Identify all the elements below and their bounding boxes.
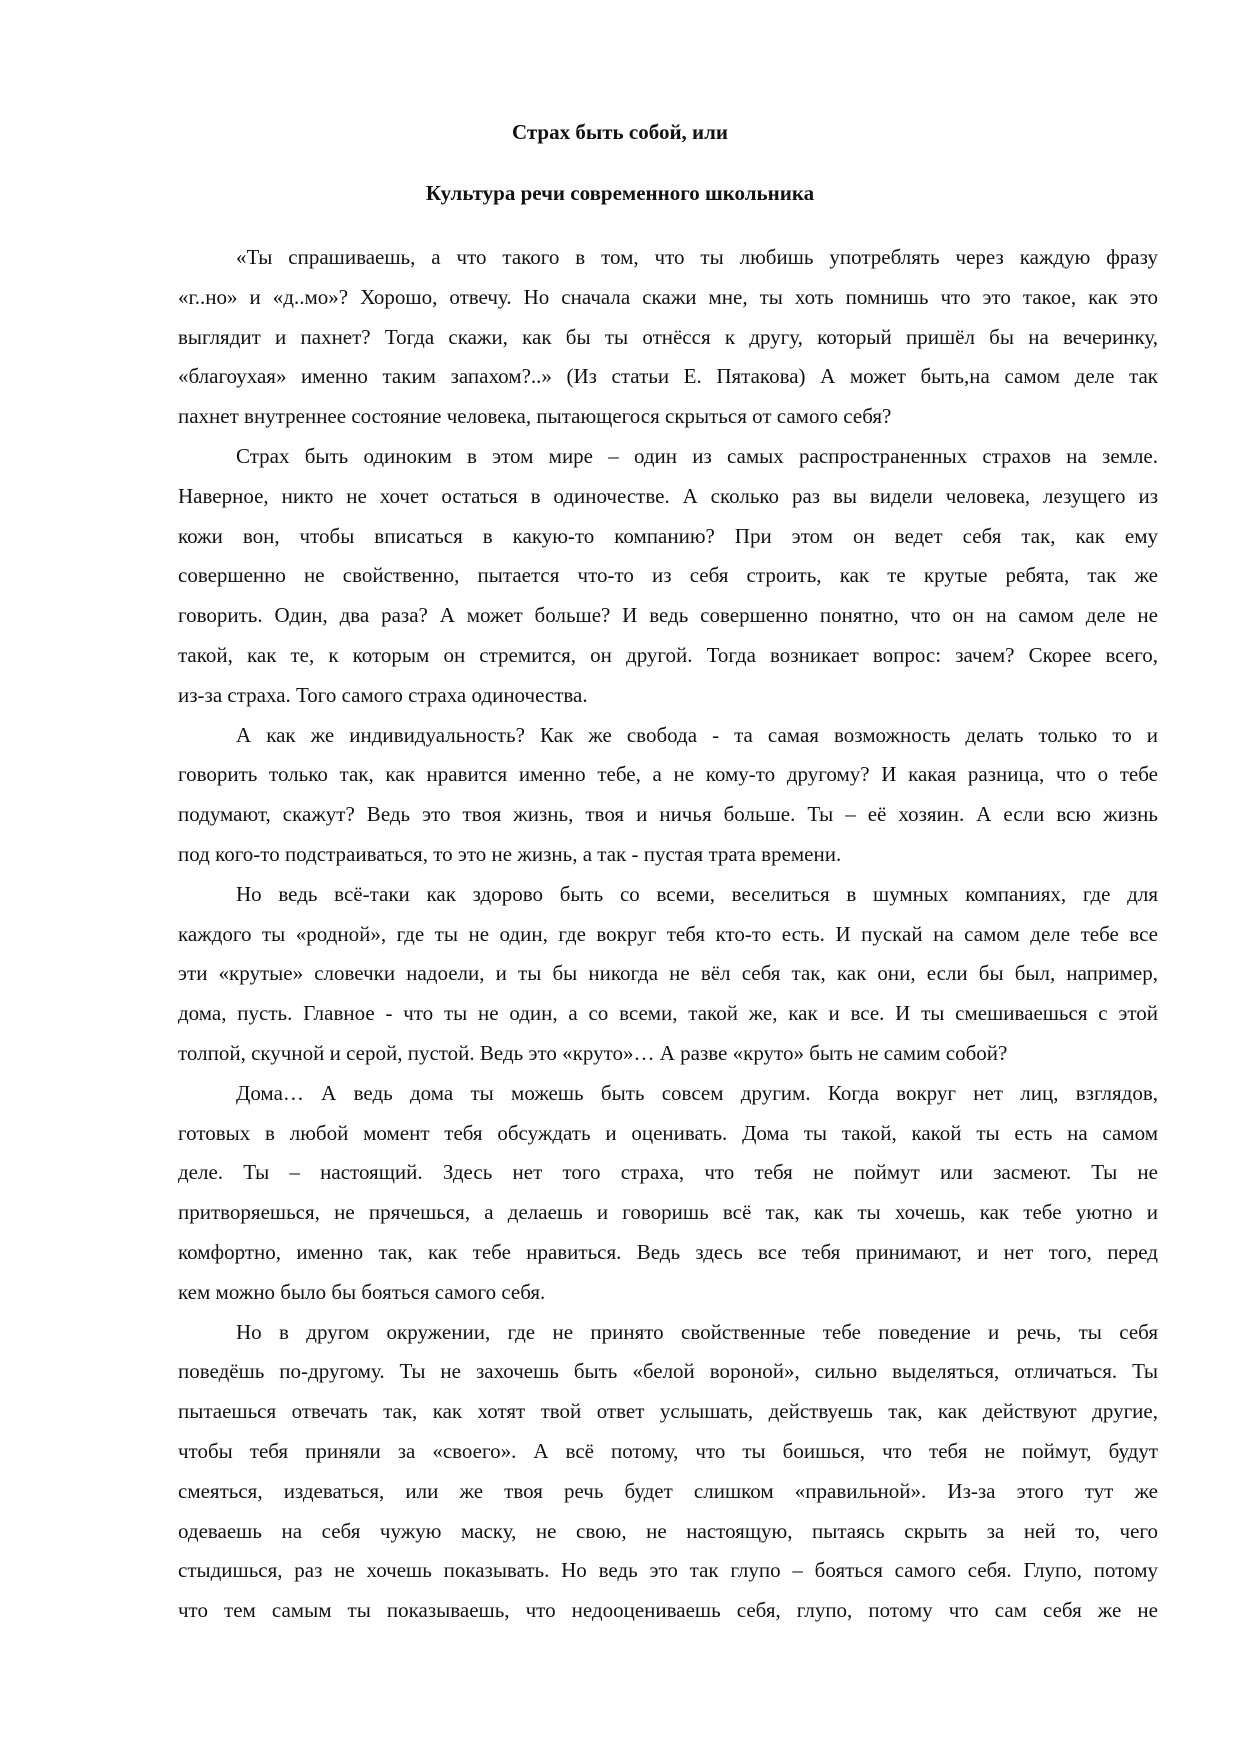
text-line: А как же индивидуальность? Как же свобода - та самая возможность делать только то и — [236, 722, 1158, 747]
text-line: говорить только так, как нравится именно тебе, а не кому-то другому? И какая разница, что о тебе — [178, 762, 1158, 787]
paragraph — [178, 716, 1158, 875]
text-line: притворяешься, не прячешься, а делаешь и говоришь всё так, как ты хочешь, как тебе уютно и — [178, 1200, 1158, 1225]
paragraph — [178, 875, 1158, 1074]
paragraph — [178, 238, 1158, 437]
text-line: комфортно, именно так, как тебе нравиться. Ведь здесь все тебя принимают, и нет того, перед — [178, 1239, 1158, 1264]
document-subtitle: Культура речи современного школьника — [425, 181, 815, 205]
text-line: «г..но» и «д..мо»? Хорошо, отвечу. Но сначала скажи мне, ты хоть помнишь что это такое, как это — [178, 284, 1158, 309]
text-line: готовых в любой момент тебя обсуждать и оценивать. Дома ты такой, какой ты есть на самом — [178, 1120, 1158, 1145]
text-line: Но в другом окружении, где не принято свойственные тебе поведение и речь, ты себя — [236, 1319, 1158, 1344]
text-line: Дома… А ведь дома ты можешь быть совсем другим. Когда вокруг нет лиц, взглядов, — [236, 1080, 1158, 1105]
text-line: смеяться, издеваться, или же твоя речь будет слишком «правильной». Из-за этого тут же — [178, 1478, 1158, 1503]
text-line: пытаешься отвечать так, как хотят твой ответ услышать, действуешь так, как действуют другие, — [178, 1399, 1158, 1424]
text-line: выглядит и пахнет? Тогда скажи, как бы ты отнёсся к другу, который пришёл бы на вечеринку, — [178, 324, 1158, 349]
text-line: деле. Ты – настоящий. Здесь нет того страха, что тебя не поймут или засмеют. Ты не — [178, 1160, 1158, 1185]
text-line: подумают, скажут? Ведь это твоя жизнь, твоя и ничья больше. Ты – её хозяин. А если всю жизнь — [178, 802, 1158, 827]
paragraph — [178, 1074, 1158, 1313]
text-line: толпой, скучной и серой, пустой. Ведь это «круто»… А разве «круто» быть не самим собой? — [178, 1040, 1008, 1065]
text-line: из-за страха. Того самого страха одиночества. — [178, 682, 588, 707]
text-line: эти «крутые» словечки надоели, и ты бы никогда не вёл себя так, как они, если бы был, например, — [178, 961, 1158, 986]
text-line: Но ведь всё-таки как здорово быть со всеми, веселиться в шумных компаниях, где для — [236, 881, 1158, 906]
text-line: под кого-то подстраиваться, то это не жизнь, а так - пустая трата времени. — [178, 841, 842, 866]
paragraph — [178, 437, 1158, 716]
text-line: Наверное, никто не хочет остаться в одиночестве. А сколько раз вы видели человека, лезущего из — [178, 483, 1158, 508]
text-line: Страх быть одиноким в этом мире – один из самых распространенных страхов на земле. — [236, 443, 1158, 468]
text-line: такой, как те, к которым он стремится, он другой. Тогда возникает вопрос: зачем? Скорее всего, — [178, 642, 1158, 667]
text-line: дома, пусть. Главное - что ты не один, а со всеми, такой же, как и все. И ты смешиваешься с этой — [178, 1001, 1158, 1026]
text-line: «Ты спрашиваешь, а что такого в том, что ты любишь употреблять через каждую фразу — [236, 245, 1158, 269]
document-body — [178, 238, 1158, 1631]
paragraph — [178, 1313, 1158, 1631]
text-line: совершенно не свойственно, пытается что-то из себя строить, как те крутые ребята, так же — [178, 563, 1158, 588]
text-line: кожи вон, чтобы вписаться в какую-то компанию? При этом он ведет себя так, как ему — [178, 523, 1158, 548]
text-line: что тем самым ты показываешь, что недооцениваешь себя, глупо, потому что сам себя же не — [178, 1598, 1158, 1623]
text-line: говорить. Один, два раза? А может больше? И ведь совершенно понятно, что он на самом деле не — [178, 603, 1158, 628]
text-line: кем можно было бы бояться самого себя. — [178, 1279, 546, 1304]
text-line: пахнет внутреннее состояние человека, пытающегося скрыться от самого себя? — [178, 404, 892, 429]
text-line: стыдишься, раз не хочешь показывать. Но ведь это так глупо – бояться самого себя. Глупо, потому — [178, 1558, 1158, 1583]
text-line: чтобы тебя приняли за «своего». А всё потому, что ты боишься, что тебя не поймут, будут — [178, 1438, 1158, 1463]
text-line: «благоухая» именно таким запахом?..» (Из статьи Е. Пятакова) А может быть,на самом деле так — [178, 364, 1158, 389]
document-title: Страх быть собой, или — [511, 120, 729, 144]
text-line: поведёшь по-другому. Ты не захочешь быть «белой вороной», сильно выделяться, отличаться. Ты — [178, 1359, 1158, 1384]
text-line: каждого ты «родной», где ты не один, где вокруг тебя кто-то есть. И пускай на самом деле тебе все — [178, 921, 1158, 946]
text-line: одеваешь на себя чужую маску, не свою, не настоящую, пытаясь скрыть за ней то, чего — [178, 1518, 1158, 1543]
